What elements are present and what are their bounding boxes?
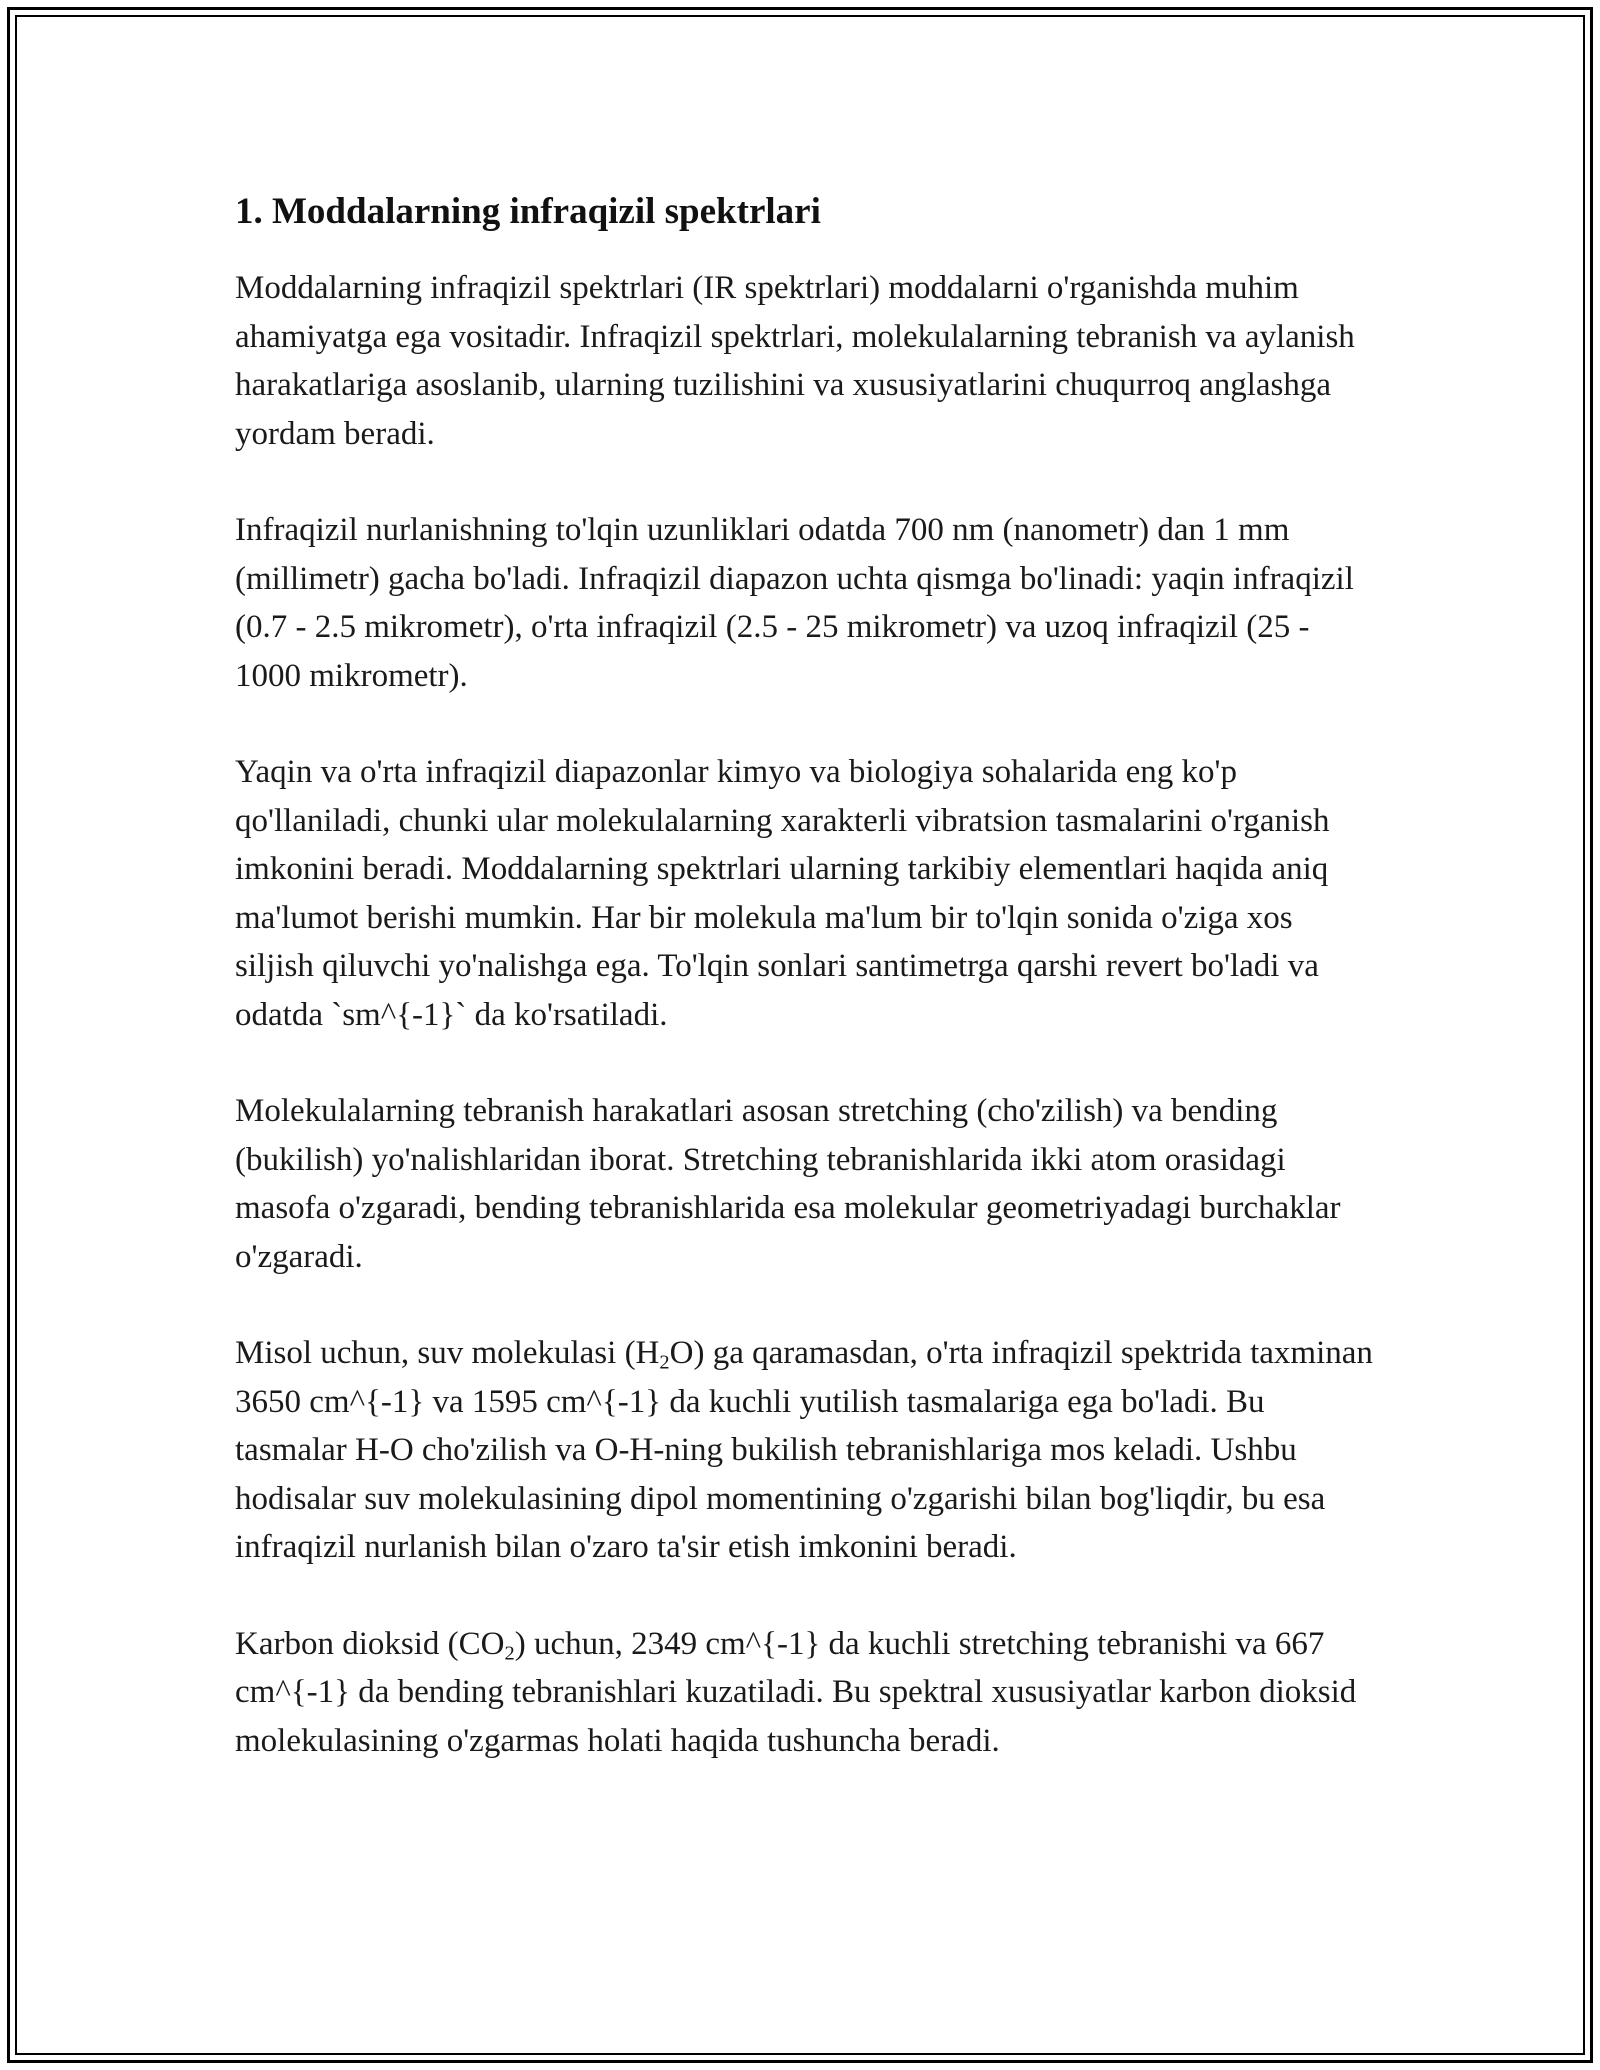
water-text-before: Misol uchun, suv molekulasi (H	[235, 1335, 660, 1371]
co2-text-after: ) uchun, 2349 cm^{-1} da kuchli stretching tebranishi va 667 cm^{-1} da bending tebranishlari kuzatiladi. Bu spektral xususiyatlar karbon dioksid molekulasining o'zgarmas holati haqida tushuncha beradi.	[235, 1625, 1357, 1759]
paragraph-intro: Moddalarning infraqizil spektrlari (IR spektrlari) moddalarni o'rganishda muhim ahamiyatga ega vositadir. Infraqizil spektrlari, molekulalarning tebranish va aylanish harakatlariga asoslanib, ularning tuzilishini va xususiyatlarini chuqurroq anglashga yordam beradi.	[235, 270, 1355, 452]
water-text-after: O) ga qaramasdan, o'rta infraqizil spektrida taxminan 3650 cm^{-1} va 1595 cm^{-1} da kuchli yutilish tasmalariga ega bo'ladi. Bu tasmalar H-O cho'zilish va O-H-ning bukilish tebranishlariga mos keladi. Ushbu hodisalar suv molekulasining dipol momentining o'zgarishi bilan bog'liqdir, bu esa infraqizil nurlanish bilan o'zaro ta'sir etish imkonini beradi.	[235, 1335, 1373, 1565]
co2-text-before: Karbon dioksid (CO	[235, 1625, 505, 1662]
paragraph-applications: Yaqin va o'rta infraqizil diapazonlar kimyo va biologiya sohalarida eng ko'p qo'llaniladi, chunki ular molekulalarning xarakterli vibratsion tasmalarini o'rganish imkonini beradi. Moddalarning spektrlari ularning tarkibiy elementlari haqida aniq ma'lumot berishi mumkin. Har bir molekula ma'lum bir to'lqin sonida o'ziga xos siljish qiluvchi yo'nalishga ega. To'lqin sonlari santimetrga qarshi revert bo'ladi va odatda `sm^{-1}` da ko'rsatiladi.	[235, 754, 1330, 1033]
co2-subscript: 2	[504, 1642, 515, 1665]
paragraph-co2-example	[235, 1620, 1375, 1766]
document-body	[235, 186, 1375, 1813]
water-subscript: 2	[659, 1351, 670, 1374]
section-title: 1. Moddalarning infraqizil spektrlari	[235, 191, 821, 232]
paragraph-vibration-types: Molekulalarning tebranish harakatlari asosan stretching (cho'zilish) va bending (bukilish) yo'nalishlaridan iborat. Stretching tebranishlarida ikki atom orasidagi masofa o'zgaradi, bending tebranishlarida esa molekular geometriyadagi burchaklar o'zgaradi.	[235, 1093, 1341, 1275]
paragraph-water-example	[235, 1329, 1375, 1572]
paragraph-wavelength-ranges: Infraqizil nurlanishning to'lqin uzunliklari odatda 700 nm (nanometr) dan 1 mm (millimetr) gacha bo'ladi. Infraqizil diapazon uchta qismga bo'linadi: yaqin infraqizil (0.7 - 2.5 mikrometr), o'rta infraqizil (2.5 - 25 mikrometr) va uzoq infraqizil (25 - 1000 mikrometr).	[235, 512, 1354, 694]
